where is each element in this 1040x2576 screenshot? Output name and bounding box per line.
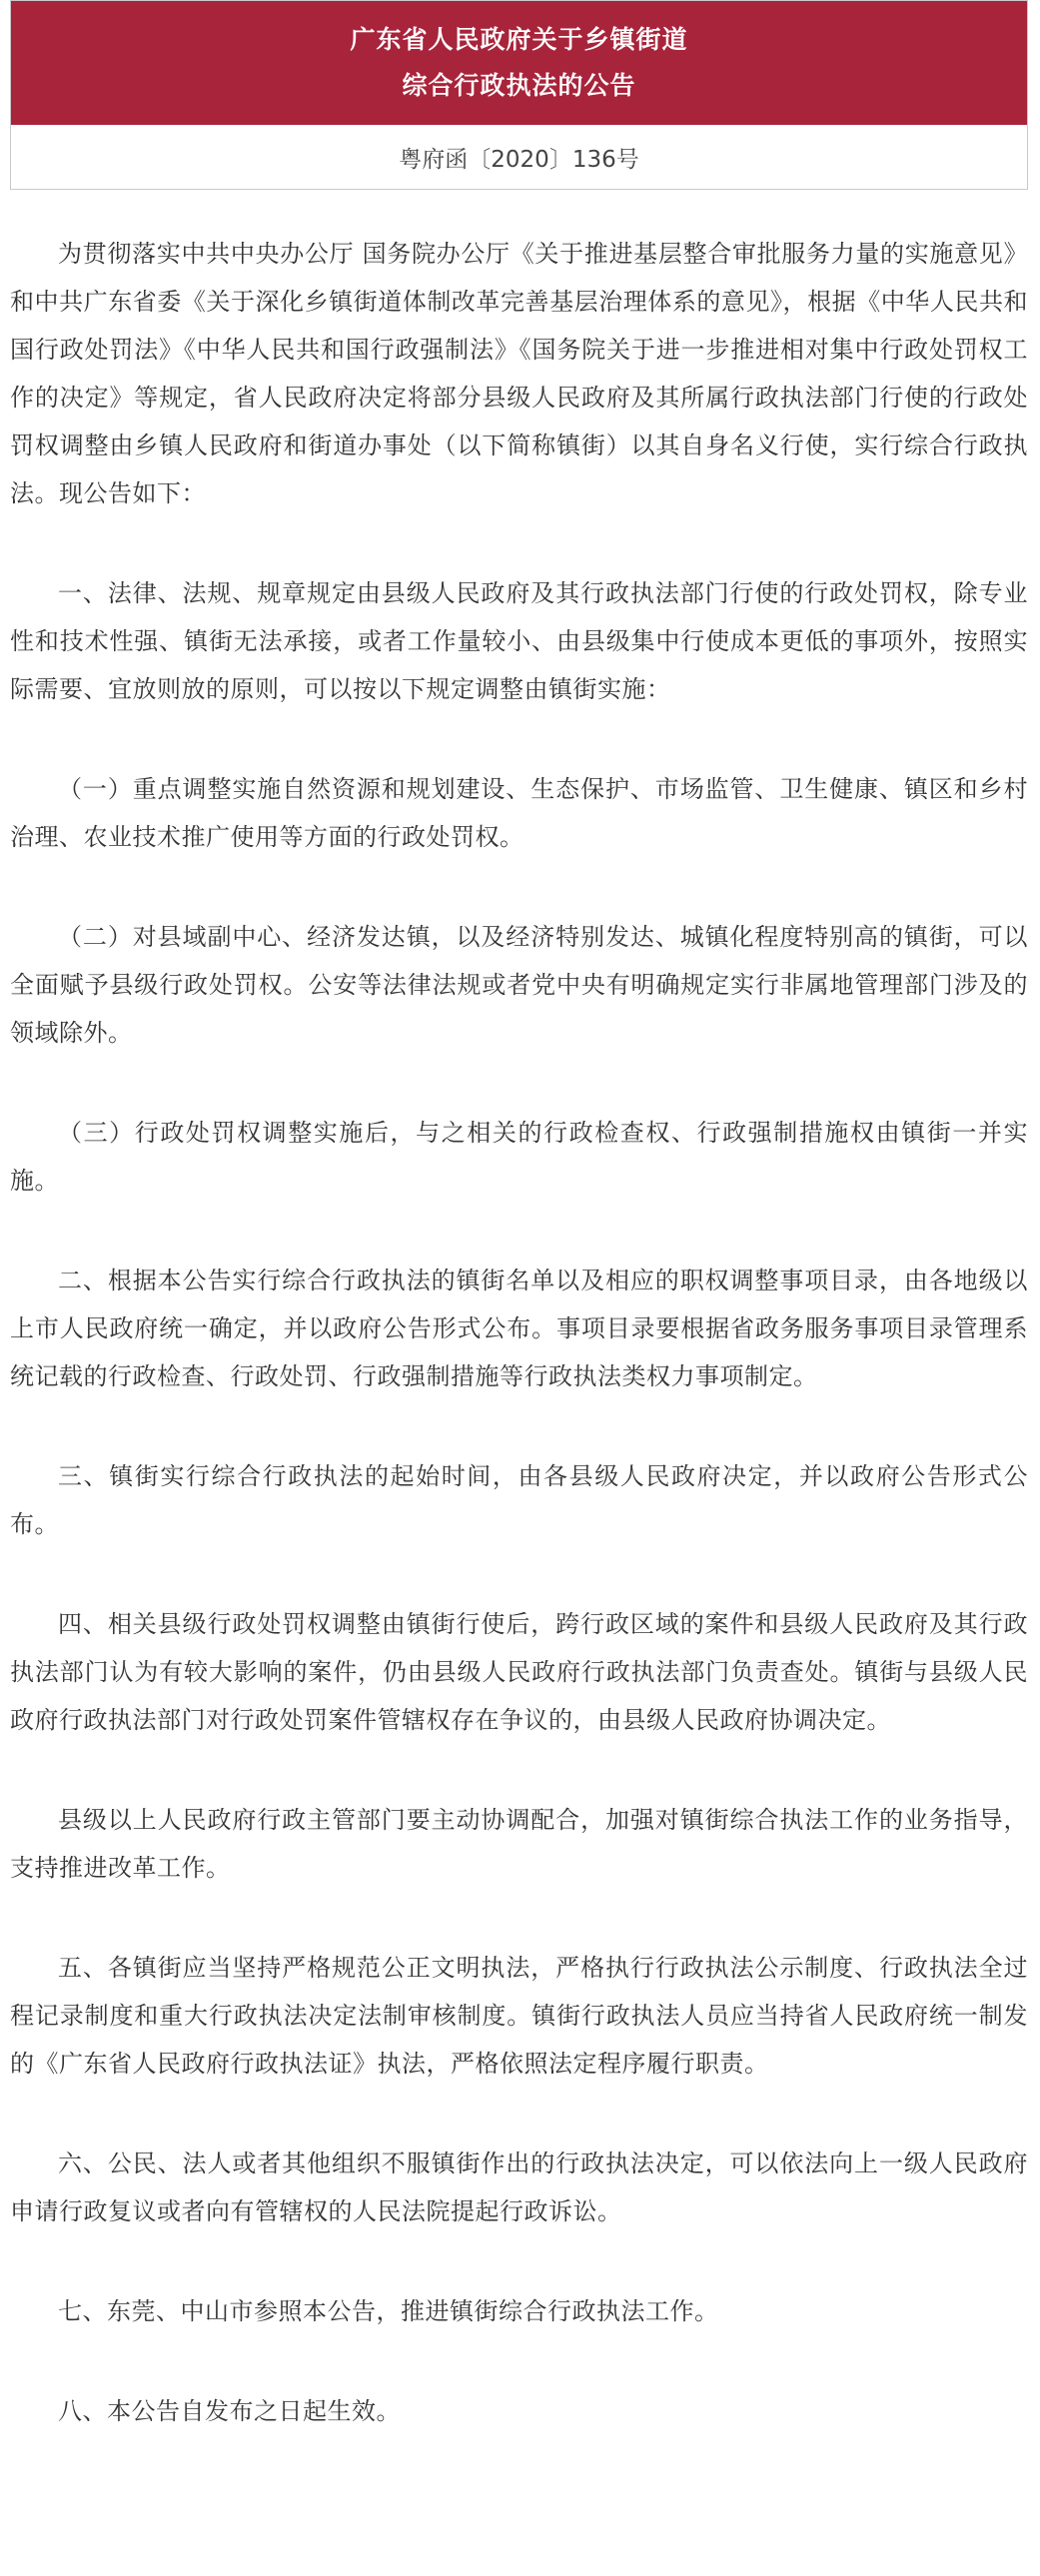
title-line-2: 综合行政执法的公告 bbox=[402, 71, 636, 100]
paragraph-section-5: 五、各镇街应当坚持严格规范公正文明执法，严格执行行政执法公示制度、行政执法全过程记录制度和重大行政执法决定法制审核制度。镇街行政执法人员应当持省人民政府统一制发的《广东省人民政府行政执法证》执法，严格依照法定程序履行职责。 bbox=[10, 1954, 1028, 2078]
paragraph-section-4-supplement: 县级以上人民政府行政主管部门要主动协调配合，加强对镇街综合执法工作的业务指导，支持推进改革工作。 bbox=[10, 1806, 1028, 1882]
document-number: 粤府函〔2020〕136号 bbox=[399, 146, 639, 173]
title-line-1: 广东省人民政府关于乡镇街道 bbox=[350, 25, 688, 54]
paragraph-section-1-item-1: （一）重点调整实施自然资源和规划建设、生态保护、市场监管、卫生健康、镇区和乡村治理、农业技术推广使用等方面的行政处罚权。 bbox=[10, 775, 1028, 851]
announcement-body bbox=[10, 230, 1028, 2487]
paragraph-section-1-item-3: （三）行政处罚权调整实施后，与之相关的行政检查权、行政强制措施权由镇街一并实施。 bbox=[10, 1119, 1028, 1195]
paragraph-section-4: 四、相关县级行政处罚权调整由镇街行使后，跨行政区域的案件和县级人民政府及其行政执法部门认为有较大影响的案件，仍由县级人民政府行政执法部门负责查处。镇街与县级人民政府行政执法部门对行政处罚案件管辖权存在争议的，由县级人民政府协调决定。 bbox=[10, 1610, 1028, 1734]
announcement-header bbox=[10, 0, 1028, 190]
paragraph-section-1-item-2: （二）对县域副中心、经济发达镇，以及经济特别发达、城镇化程度特别高的镇街，可以全面赋予县级行政处罚权。公安等法律法规或者党中央有明确规定实行非属地管理部门涉及的领域除外。 bbox=[10, 923, 1028, 1047]
paragraph-intro: 为贯彻落实中共中央办公厅 国务院办公厅《关于推进基层整合审批服务力量的实施意见》和中共广东省委《关于深化乡镇街道体制改革完善基层治理体系的意见》，根据《中华人民共和国行政处罚法》《中华人民共和国行政强制法》《国务院关于进一步推进相对集中行政处罚权工作的决定》等规定，省人民政府决定将部分县级人民政府及其所属行政执法部门行使的行政处罚权调整由乡镇人民政府和街道办事处（以下简称镇街）以其自身名义行使，实行综合行政执法。现公告如下： bbox=[10, 240, 1028, 507]
paragraph-section-6: 六、公民、法人或者其他组织不服镇街作出的行政执法决定，可以依法向上一级人民政府申请行政复议或者向有管辖权的人民法院提起行政诉讼。 bbox=[10, 2149, 1028, 2225]
paragraph-section-8: 八、本公告自发布之日起生效。 bbox=[58, 2397, 401, 2425]
paragraph-section-2: 二、根据本公告实行综合行政执法的镇街名单以及相应的职权调整事项目录，由各地级以上市人民政府统一确定，并以政府公告形式公布。事项目录要根据省政务服务事项目录管理系统记载的行政检查、行政处罚、行政强制措施等行政执法类权力事项制定。 bbox=[10, 1267, 1028, 1390]
paragraph-section-1: 一、法律、法规、规章规定由县级人民政府及其行政执法部门行使的行政处罚权，除专业性和技术性强、镇街无法承接，或者工作量较小、由县级集中行使成本更低的事项外，按照实际需要、宜放则放的原则，可以按以下规定调整由镇街实施： bbox=[10, 579, 1028, 703]
title-banner bbox=[11, 1, 1027, 125]
paragraph-section-7: 七、东莞、中山市参照本公告，推进镇街综合行政执法工作。 bbox=[58, 2297, 719, 2325]
paragraph-section-3: 三、镇街实行综合行政执法的起始时间，由各县级人民政府决定，并以政府公告形式公布。 bbox=[10, 1462, 1028, 1538]
